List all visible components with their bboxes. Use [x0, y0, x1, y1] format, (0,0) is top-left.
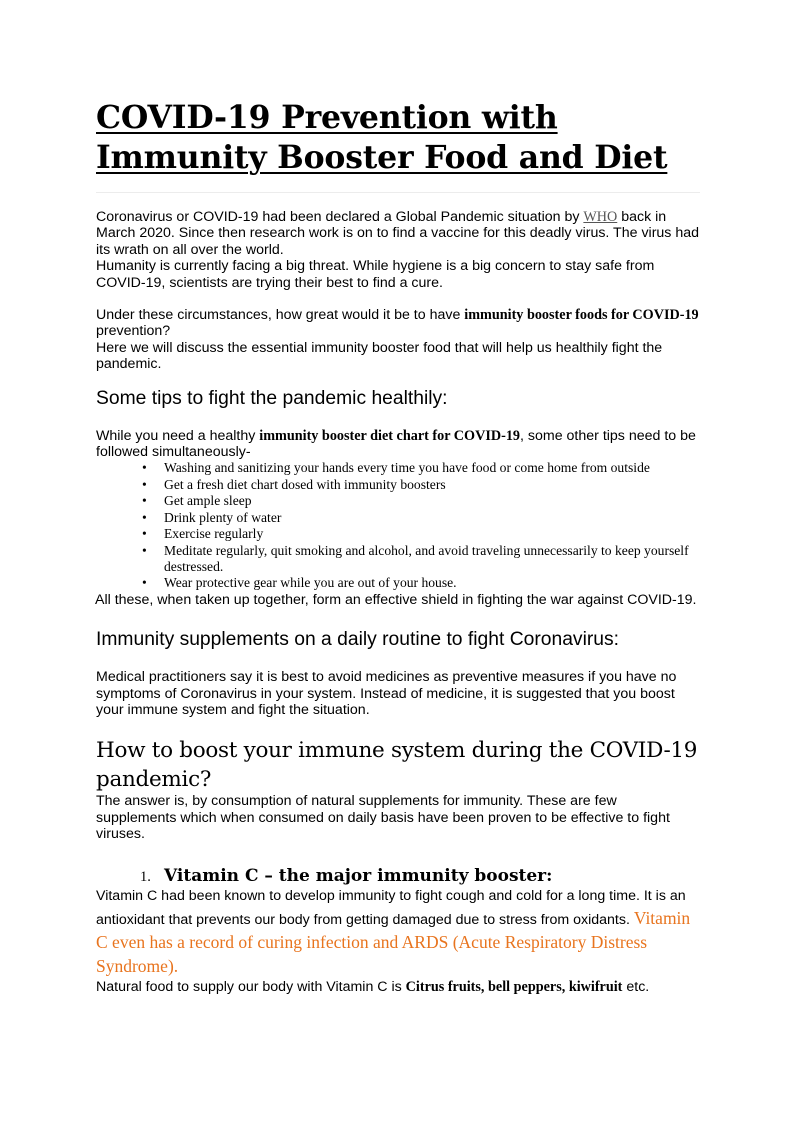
list-item-text: Get a fresh diet chart dosed with immunity boosters — [164, 476, 446, 492]
list-item-text: Exercise regularly — [164, 526, 264, 542]
intro-text-continued: back in March 2020. Since then research work is on to find a vaccine for this deadly virus. The virus had its wrath on all over the world. — [96, 209, 700, 258]
bullet-icon: • — [142, 460, 147, 476]
bullet-icon: • — [142, 476, 147, 492]
bullet-icon: • — [142, 575, 147, 591]
intro-paragraph-1 — [96, 209, 700, 258]
keyword-immunity-foods: immunity booster foods for COVID-19 — [464, 307, 699, 324]
intro-paragraph-3 — [96, 307, 700, 340]
keyword-citrus-foods: Citrus fruits, bell peppers, kiwifruit — [405, 978, 623, 995]
list-item — [142, 460, 700, 476]
bullet-icon: • — [142, 526, 147, 542]
list-item-text: Get ample sleep — [164, 493, 252, 509]
tips-lead-text-end: , some other tips need to be followed simultaneously- — [96, 427, 696, 461]
keyword-diet-chart: immunity booster diet chart for COVID-19 — [259, 427, 521, 444]
list-item — [142, 476, 700, 493]
tips-closing: All these, when taken up together, form an effective shield in fighting the war against COVID-19. — [95, 591, 697, 608]
list-item — [142, 542, 700, 576]
bullet-icon: • — [142, 542, 147, 558]
vitamin-c-foods-text: Natural food to supply our body with Vitamin C is — [96, 978, 406, 995]
vitamin-c-foods-end: etc. — [622, 978, 650, 995]
list-number: 1. — [140, 868, 151, 885]
boost-heading: How to boost your immune system during the COVID-19 pandemic? — [96, 738, 698, 792]
vitamin-c-heading-text: Vitamin C – the major immunity booster: — [164, 865, 553, 886]
tips-heading: Some tips to fight the pandemic healthily: — [96, 387, 448, 409]
who-link[interactable]: WHO — [583, 209, 618, 225]
bullet-icon: • — [142, 509, 147, 525]
tips-list — [96, 460, 700, 591]
vitamin-c-text: Vitamin C had been known to develop immunity to fight cough and cold for a long time. It is an antioxidant that prevents our body from getting damaged due to stress from oxidants. — [96, 887, 686, 928]
intro-paragraph-2: Humanity is currently facing a big threat. While hygiene is a big concern to stay safe from COVID-19, scientists are trying their best to find a cure. — [96, 258, 655, 291]
page-title: COVID-19 Prevention with Immunity Booster Food and Diet — [96, 99, 668, 176]
vitamin-c-foods — [96, 979, 700, 995]
tips-lead — [96, 428, 700, 461]
bullet-icon: • — [142, 493, 147, 509]
list-item-text: Meditate regularly, quit smoking and alcohol, and avoid traveling unnecessarily to keep yourself destressed. — [164, 542, 689, 574]
tips-lead-text: While you need a healthy — [96, 427, 260, 444]
list-item-text: Washing and sanitizing your hands every time you have food or come home from outside — [164, 460, 650, 476]
vitamin-c-heading — [140, 865, 700, 888]
list-item — [142, 493, 700, 509]
intro-3-text: Under these circumstances, how great would it be to have — [96, 307, 465, 324]
intro-paragraph-4: Here we will discuss the essential immunity booster food that will help us healthily fight the pandemic. — [96, 339, 663, 373]
intro-text: Coronavirus or COVID-19 had been declared a Global Pandemic situation by — [96, 209, 584, 225]
list-item-text: Wear protective gear while you are out of your house. — [164, 575, 457, 591]
document-body — [96, 98, 700, 995]
intro-3-text-end: prevention? — [96, 323, 171, 340]
vitamin-c-highlight: Vitamin C even has a record of curing infection and ARDS (Acute Respiratory Distress Syndrome). — [96, 907, 691, 976]
vitamin-c-paragraph — [96, 885, 700, 979]
list-item — [142, 509, 700, 526]
list-item-text: Drink plenty of water — [164, 509, 282, 525]
supplements-heading: Immunity supplements on a daily routine to fight Coronavirus: — [96, 629, 619, 651]
list-item — [142, 575, 700, 591]
boost-paragraph: The answer is, by consumption of natural supplements for immunity. These are few supplements which when consumed on daily basis have been proven to be effective to fight viruses. — [96, 793, 670, 843]
supplements-paragraph: Medical practitioners say it is best to avoid medicines as preventive measures if you have no symptoms of Coronavirus in your system. Instead of medicine, it is suggested that you boost your immune system and fight the situation. — [96, 669, 677, 718]
list-item — [142, 526, 700, 542]
